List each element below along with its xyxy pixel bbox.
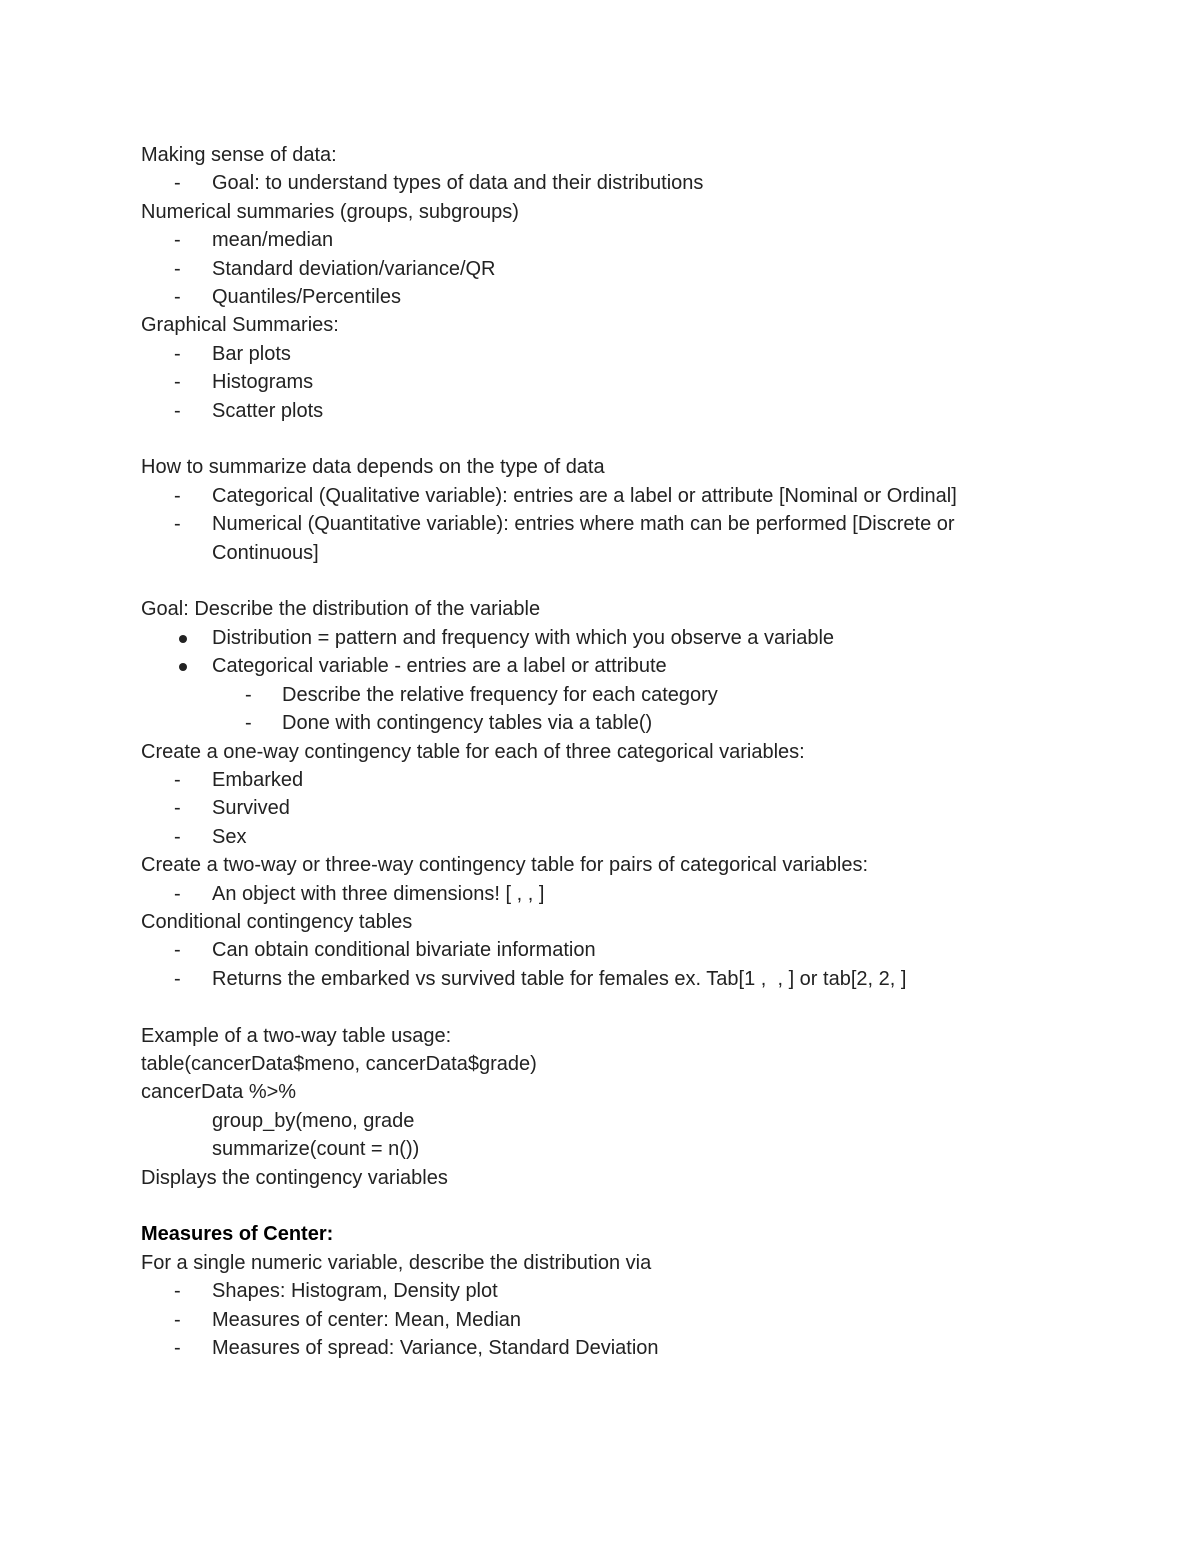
- list-item: - Survived: [141, 794, 1061, 822]
- dash-marker: -: [174, 229, 181, 252]
- dash-marker: -: [174, 371, 181, 394]
- text-line: Example of a two-way table usage:: [141, 1024, 452, 1047]
- list-item: - Standard deviation/variance/QR: [141, 255, 1061, 283]
- bullet-dot-icon: [179, 635, 187, 643]
- blank-line: [141, 993, 1061, 1021]
- list-item: - Measures of spread: Variance, Standard Deviation: [141, 1334, 1061, 1362]
- list-item: - Can obtain conditional bivariate information: [141, 936, 1061, 964]
- dash-marker: -: [174, 967, 181, 990]
- list-item: - Histograms: [141, 368, 1061, 396]
- document-body: [141, 141, 1061, 1362]
- dash-marker: -: [245, 683, 252, 706]
- text-line: For a single numeric variable, describe the distribution via: [141, 1251, 652, 1274]
- list-item: - Shapes: Histogram, Density plot: [141, 1277, 1061, 1305]
- section-heading: Making sense of data:: [141, 144, 337, 166]
- list-item: - Quantiles/Percentiles: [141, 283, 1061, 311]
- code-line-indented: group_by(meno, grade: [212, 1109, 415, 1132]
- dash-marker: -: [174, 257, 181, 280]
- dash-marker: -: [174, 484, 181, 507]
- dash-marker: -: [174, 825, 181, 848]
- list-item: - Bar plots: [141, 340, 1061, 368]
- dash-marker: -: [174, 172, 181, 195]
- section-heading: Goal: Describe the distribution of the variable: [141, 598, 541, 621]
- dash-marker: -: [174, 399, 181, 422]
- sub-list-item: - Describe the relative frequency for each category: [141, 681, 1061, 709]
- dash-marker: -: [174, 1308, 181, 1331]
- sub-list-item: - Done with contingency tables via a table(): [141, 709, 1061, 737]
- dash-marker: -: [174, 513, 181, 536]
- list-item: - Categorical (Qualitative variable): entries are a label or attribute [Nominal or Ordinal]: [141, 482, 1061, 510]
- bold-heading: Measures of Center:: [141, 1223, 334, 1246]
- section-heading: Graphical Summaries:: [141, 314, 339, 337]
- list-item: - Returns the embarked vs survived table for females ex. Tab[1 , , ] or tab[2, 2, ]: [141, 965, 1061, 993]
- dash-marker: -: [174, 797, 181, 820]
- text-line: Displays the contingency variables: [141, 1166, 448, 1189]
- blank-line: [141, 1192, 1061, 1220]
- dash-marker: -: [174, 882, 181, 905]
- list-item: - Measures of center: Mean, Median: [141, 1306, 1061, 1334]
- section-heading: Numerical summaries (groups, subgroups): [141, 200, 519, 223]
- list-item: - Scatter plots: [141, 397, 1061, 425]
- dash-marker: -: [174, 342, 181, 365]
- bullet-dot-icon: [179, 663, 187, 671]
- section-heading: How to summarize data depends on the type of data: [141, 456, 605, 479]
- blank-line: [141, 425, 1061, 453]
- dash-marker: -: [174, 939, 181, 962]
- dash-marker: -: [174, 1337, 181, 1359]
- code-line: cancerData %>%: [141, 1081, 297, 1104]
- dash-marker: -: [245, 712, 252, 735]
- section-heading: Create a two-way or three-way contingency table for pairs of categorical variables:: [141, 854, 869, 877]
- list-item: - Embarked: [141, 766, 1061, 794]
- list-item: - Goal: to understand types of data and their distributions: [141, 169, 1061, 197]
- blank-line: [141, 567, 1061, 595]
- dash-marker: -: [174, 286, 181, 309]
- list-item: - Numerical (Quantitative variable): entries where math can be performed [Discrete or Continuous]: [141, 510, 1032, 567]
- code-line: table(cancerData$meno, cancerData$grade): [141, 1052, 537, 1075]
- dash-marker: -: [174, 1280, 181, 1303]
- dash-marker: -: [174, 768, 181, 791]
- bullet-item: Distribution = pattern and frequency with which you observe a variable: [141, 624, 1061, 652]
- section-heading: Conditional contingency tables: [141, 910, 413, 933]
- list-item: - An object with three dimensions! [ , , ]: [141, 880, 1061, 908]
- code-line-indented: summarize(count = n()): [212, 1138, 420, 1161]
- list-item: - Sex: [141, 823, 1061, 851]
- list-item: - mean/median: [141, 226, 1061, 254]
- bullet-item: Categorical variable - entries are a label or attribute: [141, 652, 1061, 680]
- section-heading: Create a one-way contingency table for each of three categorical variables:: [141, 740, 805, 763]
